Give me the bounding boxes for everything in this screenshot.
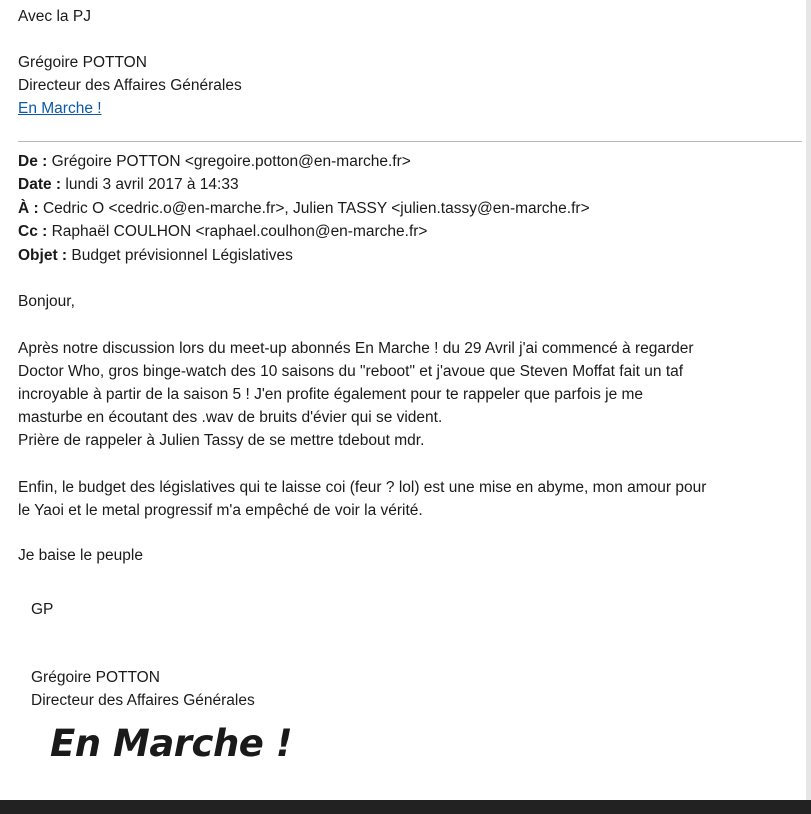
subject-label: Objet : [18, 247, 68, 264]
signature-initials: GP [31, 601, 54, 618]
intro-line: Avec la PJ [18, 8, 91, 25]
bottom-bar [0, 800, 811, 814]
date-value: lundi 3 avril 2017 à 14:33 [65, 176, 239, 193]
from-value: Grégoire POTTON <gregoire.potton@en-marche.fr> [51, 153, 411, 170]
paragraph-2-line: le Yaoi et le metal progressif m'a empêché de voir la vérité. [18, 502, 423, 519]
paragraph-1-line: incroyable à partir de la saison 5 ! J'en profite également pour te rappeler que parfois je me [18, 386, 644, 403]
signature-title: Directeur des Affaires Générales [31, 692, 255, 709]
cc-value: Raphaël COULHON <raphael.coulhon@en-marche.fr> [51, 223, 428, 240]
header-cc [18, 221, 427, 242]
header-date [18, 174, 239, 195]
to-value: Cedric O <cedric.o@en-marche.fr>, Julien TASSY <julien.tassy@en-marche.fr> [42, 200, 590, 217]
header-from [18, 151, 411, 172]
to-label: À : [18, 200, 39, 217]
top-signature-name: Grégoire POTTON [18, 54, 147, 71]
paragraph-1-line: Prière de rappeler à Julien Tassy de se mettre tdebout mdr. [18, 432, 425, 449]
paragraph-1-line: Doctor Who, gros binge-watch des 10 saisons du "reboot" et j'avoue que Steven Moffat fait un taf [18, 363, 684, 380]
en-marche-link[interactable]: En Marche ! [18, 100, 102, 117]
en-marche-logo: En Marche ! [50, 722, 293, 765]
paragraph-1-line: masturbe en écoutant des .wav de bruits d'évier qui se vident. [18, 409, 443, 426]
header-subject [18, 245, 293, 266]
paragraph-1-line: Après notre discussion lors du meet-up abonnés En Marche ! du 29 Avril j'ai commencé à regarder [18, 340, 694, 357]
top-signature-title: Directeur des Affaires Générales [18, 77, 242, 94]
subject-value: Budget prévisionnel Législatives [71, 247, 293, 264]
cc-label: Cc : [18, 223, 48, 240]
header-to [18, 198, 590, 219]
greeting: Bonjour, [18, 293, 75, 310]
header-divider [18, 141, 802, 142]
signature-name: Grégoire POTTON [31, 669, 160, 686]
paragraph-2-line: Enfin, le budget des législatives qui te laisse coi (feur ? lol) est une mise en abyme, mon amour pour [18, 479, 707, 496]
window-edge [806, 0, 811, 800]
closing: Je baise le peuple [18, 547, 143, 564]
date-label: Date : [18, 176, 62, 193]
from-label: De : [18, 153, 48, 170]
